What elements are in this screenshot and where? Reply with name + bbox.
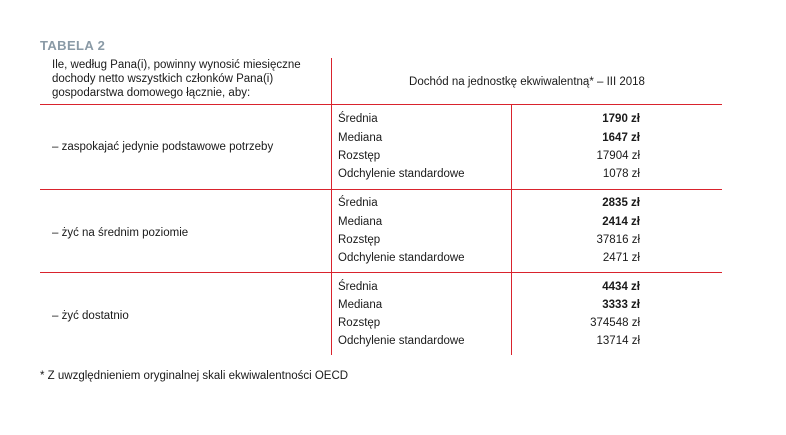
stat-label: Odchylenie standardowe [338,252,465,264]
stat-label: Średnia [338,281,378,293]
stat-value: 13714 zł [596,335,640,347]
stat-value: 1790 zł [602,113,640,125]
header-question: Ile, według Pana(i), powinny wynosić miesięczne dochody netto wszystkich członków Pana(i) gospodarstwa domowego łącznie, aby: [52,59,301,99]
footnote: * Z uwzględnieniem oryginalnej skali ekwiwalentności OECD [40,370,349,382]
header-rule [40,104,722,105]
stat-label: Średnia [338,113,378,125]
stat-label: Rozstęp [338,317,381,329]
stat-value: 4434 zł [602,281,640,293]
stat-value: 1078 zł [602,168,640,180]
category-label: – żyć dostatnio [52,310,129,322]
stat-label: Mediana [338,299,383,311]
stat-label: Odchylenie standardowe [338,168,465,180]
stat-label: Odchylenie standardowe [338,335,465,347]
category-label: – zaspokajać jedynie podstawowe potrzeby [52,141,274,153]
stat-label: Rozstęp [338,234,381,246]
stat-label: Średnia [338,197,378,209]
stat-label: Rozstęp [338,150,381,162]
column-divider-left [331,58,332,355]
table-title: TABELA 2 [40,38,106,53]
stat-value: 2414 zł [602,216,640,228]
stat-value: 37816 zł [596,234,640,246]
column-divider-right [511,104,512,355]
stat-value: 2835 zł [602,197,640,209]
stat-label: Mediana [338,132,383,144]
row-divider-2 [40,272,722,273]
header-value-column: Dochód na jednostkę ekwiwalentną* – III 2018 [409,76,645,88]
stat-value: 2471 zł [602,252,640,264]
stat-value: 3333 zł [602,299,640,311]
stat-label: Mediana [338,216,383,228]
category-label: – żyć na średnim poziomie [52,227,189,239]
stat-value: 17904 zł [596,150,640,162]
stat-value: 1647 zł [602,132,640,144]
row-divider-1 [40,189,722,190]
stat-value: 374548 zł [590,317,640,329]
